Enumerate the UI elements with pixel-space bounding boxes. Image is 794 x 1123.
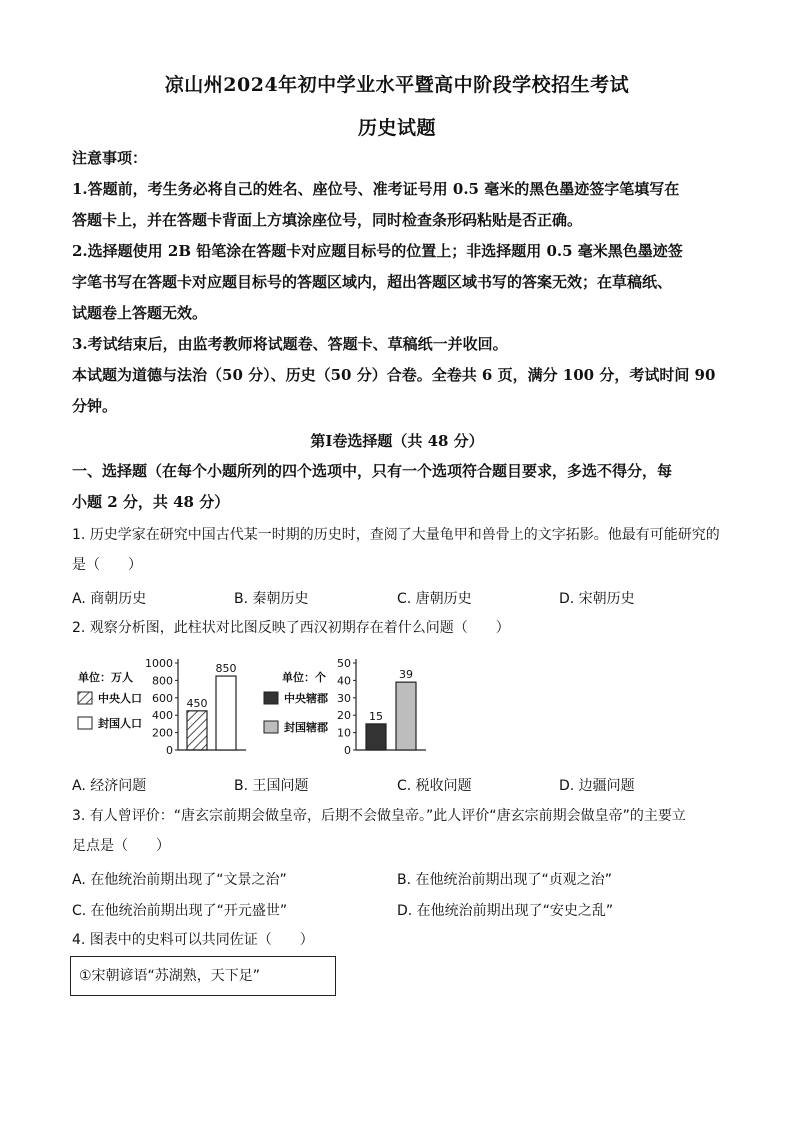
legend-label: 封国辖郡 <box>284 721 328 734</box>
question-4-line: 4. 图表中的史料可以共同佐证（ ） <box>72 932 314 948</box>
bar-封国辖郡 <box>396 682 416 750</box>
notice-line: 答题卡上，并在答题卡背面上方填涂座位号，同时检查条形码粘贴是否正确。 <box>72 211 583 229</box>
question-1-option-c: C. 唐朝历史 <box>397 591 472 607</box>
question-3-stem <box>72 801 728 861</box>
section-instruction <box>72 456 722 518</box>
legend-swatch <box>264 692 278 704</box>
y-tick-label: 50 <box>337 657 351 670</box>
y-tick-label: 400 <box>152 709 173 723</box>
question-2-option-a: A. 经济问题 <box>72 778 147 794</box>
exam-subtitle: 历史试题 <box>357 117 436 139</box>
bar-value-label: 450 <box>186 696 208 710</box>
y-tick-label: 20 <box>337 709 351 723</box>
question-3-line: 3. 有人曾评价：“唐玄宗前期会做皇帝，后期不会做皇帝。”此人评价“唐玄宗前期会做皇帝”的主要立 <box>72 808 686 824</box>
question-2-line: 2. 观察分析图，此柱状对比图反映了西汉初期存在着什么问题（ ） <box>72 620 510 636</box>
question-1-stem <box>72 520 728 580</box>
y-tick-label: 30 <box>337 691 351 705</box>
legend-label: 中央辖郡 <box>284 692 328 705</box>
y-tick-label: 600 <box>152 691 173 705</box>
notice-line: 本试题为道德与法治（50 分）、历史（50 分）合卷。全卷共 6 页，满分 100 分，考试时间 90 <box>72 366 716 384</box>
question-1-line: 1. 历史学家在研究中国古代某一时期的历史时，查阅了大量龟甲和兽骨上的文字拓影。他最有可能研究的 <box>72 527 720 543</box>
question-2-option-b: B. 王国问题 <box>234 778 309 794</box>
legend-swatch <box>78 717 92 729</box>
notice-heading: 注意事项： <box>72 149 148 167</box>
instruction-line: 小题 2 分，共 48 分） <box>72 493 230 511</box>
question-2-option-c: C. 税收问题 <box>397 778 472 794</box>
question-3-option-b: B. 在他统治前期出现了“贞观之治” <box>397 872 613 888</box>
exam-title: 凉山州2024年初中学业水平暨高中阶段学校招生考试 <box>164 74 630 96</box>
question-1-option-b: B. 秦朝历史 <box>234 591 309 607</box>
bar-value-label: 39 <box>399 668 413 682</box>
legend-swatch <box>264 721 278 733</box>
y-tick-label: 200 <box>152 726 173 740</box>
bar-charts-figure <box>0 645 794 765</box>
y-tick-label: 800 <box>152 674 173 688</box>
question-4-stem <box>72 925 728 955</box>
bar-中央辖郡 <box>366 724 386 750</box>
question-3-option-d: D. 在他统治前期出现了“安史之乱” <box>397 903 614 919</box>
y-tick-label: 10 <box>337 726 351 740</box>
y-tick-label: 0 <box>344 744 351 757</box>
y-tick-label: 40 <box>337 674 351 688</box>
legend-label: 封国人口 <box>98 717 142 730</box>
notice-line: 1.答题前，考生务必将自己的姓名、座位号、准考证号用 0.5 毫米的黑色墨迹签字笔填写在 <box>72 180 680 198</box>
instruction-line: 一、选择题（在每个小题所列的四个选项中，只有一个选项符合题目要求，多选不得分，每 <box>72 462 673 480</box>
question-3-line: 足点是（ ） <box>72 838 170 854</box>
bar-value-label: 15 <box>369 709 383 723</box>
y-tick-label: 0 <box>166 744 173 757</box>
notice-line: 字笔书写在答题卡对应题目标号的答题区域内，超出答题区域书写的答案无效；在草稿纸、 <box>72 273 673 291</box>
question-1-option-a: A. 商朝历史 <box>72 591 147 607</box>
prefecture-chart <box>264 657 426 757</box>
population-chart <box>78 657 246 757</box>
legend-swatch <box>78 692 92 704</box>
question-2-option-d: D. 边疆问题 <box>559 778 635 794</box>
y-tick-label: 1000 <box>145 657 173 670</box>
notice-line: 3.考试结束后，由监考教师将试题卷、答题卡、草稿纸一并收回。 <box>72 335 508 353</box>
question-3-option-c: C. 在他统治前期出现了“开元盛世” <box>72 903 288 919</box>
question-2-stem <box>72 613 728 643</box>
question-1-line: 是（ ） <box>72 557 142 573</box>
bar-value-label: 850 <box>215 662 237 676</box>
source-material-box: ①宋朝谚语“苏湖熟，天下足” <box>70 956 336 996</box>
chart-unit-label: 单位：万人 <box>78 671 133 684</box>
notice-line: 分钟。 <box>72 397 118 415</box>
notice-line: 2.选择题使用 2B 铅笔涂在答题卡对应题目标号的位置上；非选择题用 0.5 毫米黑色墨迹签 <box>72 242 683 260</box>
bar-封国人口 <box>216 676 236 750</box>
bar-中央人口 <box>187 711 207 750</box>
chart-unit-label: 单位：个 <box>282 671 326 684</box>
notice-line: 试题卷上答题无效。 <box>72 304 208 322</box>
section-heading: 第Ⅰ卷选择题（共 48 分） <box>310 432 484 450</box>
legend-label: 中央人口 <box>98 692 142 705</box>
notice-block <box>72 143 722 422</box>
question-1-option-d: D. 宋朝历史 <box>559 591 635 607</box>
question-3-option-a: A. 在他统治前期出现了“文景之治” <box>72 872 287 888</box>
